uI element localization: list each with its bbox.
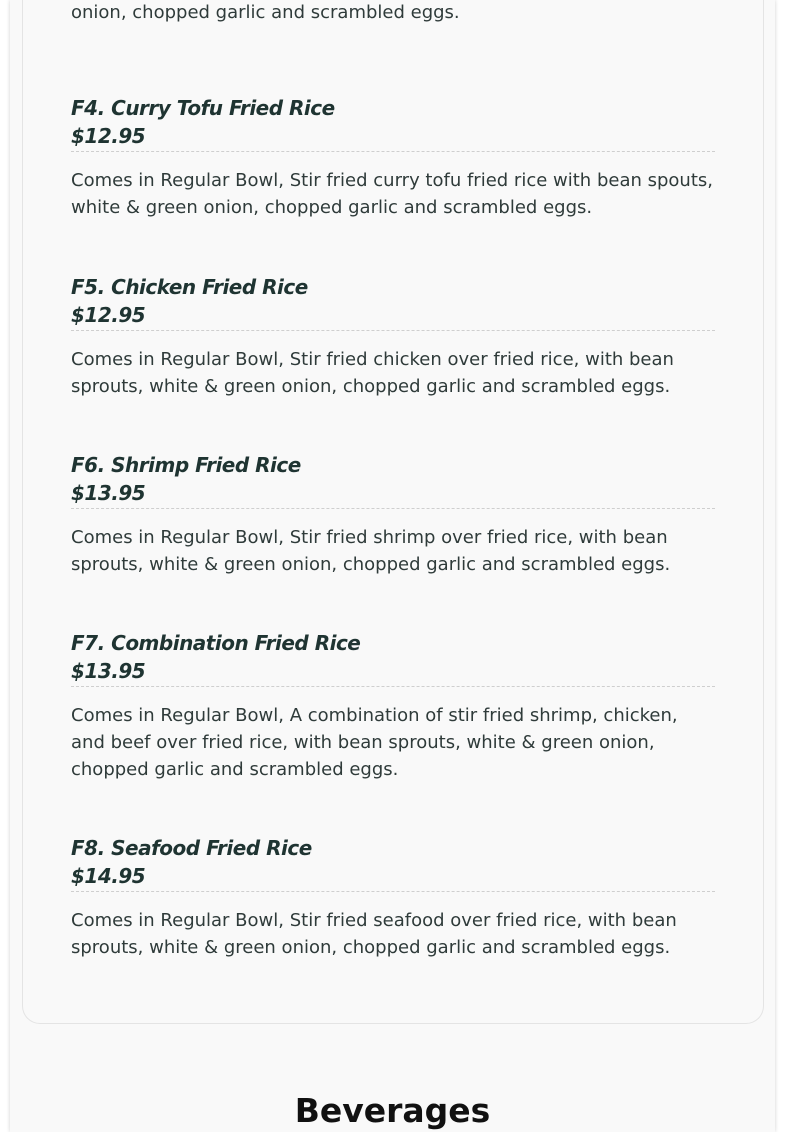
menu-item-name: F8. Seafood Fried Rice bbox=[71, 836, 312, 860]
fried-rice-menu-card bbox=[22, 0, 764, 1024]
menu-item-name: F5. Chicken Fried Rice bbox=[71, 275, 308, 299]
menu-item-description: Comes in Regular Bowl, Stir fried seafood over fried rice, with bean sprouts, white & green onion, chopped garlic and scrambled eggs. bbox=[71, 910, 677, 958]
menu-page bbox=[10, 0, 775, 1132]
section-title-beverages: Beverages bbox=[294, 1091, 491, 1130]
item-divider bbox=[71, 151, 715, 152]
menu-item-description: Comes in Regular Bowl, Stir fried shrimp over fried rice, with bean sprouts, white & green onion, chopped garlic and scrambled eggs. bbox=[71, 527, 671, 575]
menu-item-description: onion, chopped garlic and scrambled eggs. bbox=[71, 2, 460, 23]
menu-item[interactable] bbox=[71, 834, 715, 961]
item-divider bbox=[71, 508, 715, 509]
item-divider bbox=[71, 891, 715, 892]
item-divider bbox=[71, 686, 715, 687]
menu-item-description: Comes in Regular Bowl, Stir fried curry tofu fried rice with bean spouts, white & green onion, chopped garlic and scrambled eggs. bbox=[71, 170, 713, 218]
menu-item-name: F7. Combination Fried Rice bbox=[71, 631, 361, 655]
menu-item-price: $12.95 bbox=[71, 303, 146, 327]
menu-item-name: F6. Shrimp Fried Rice bbox=[71, 453, 301, 477]
menu-item-price: $13.95 bbox=[71, 659, 146, 683]
menu-item-price: $12.95 bbox=[71, 124, 146, 148]
menu-item[interactable] bbox=[71, 629, 715, 783]
menu-item[interactable] bbox=[71, 273, 715, 400]
menu-item[interactable] bbox=[71, 94, 715, 221]
menu-item[interactable] bbox=[71, 451, 715, 578]
menu-item-price: $13.95 bbox=[71, 481, 146, 505]
item-divider bbox=[71, 330, 715, 331]
menu-item-name: F4. Curry Tofu Fried Rice bbox=[71, 96, 335, 120]
menu-item-description: Comes in Regular Bowl, Stir fried chicken over fried rice, with bean sprouts, white & green onion, chopped garlic and scrambled eggs. bbox=[71, 349, 674, 397]
menu-item-price: $14.95 bbox=[71, 864, 146, 888]
menu-item-description: Comes in Regular Bowl, A combination of stir fried shrimp, chicken, and beef over fried rice, with bean sprouts, white & green onion, chopped garlic and scrambled eggs. bbox=[71, 705, 678, 780]
